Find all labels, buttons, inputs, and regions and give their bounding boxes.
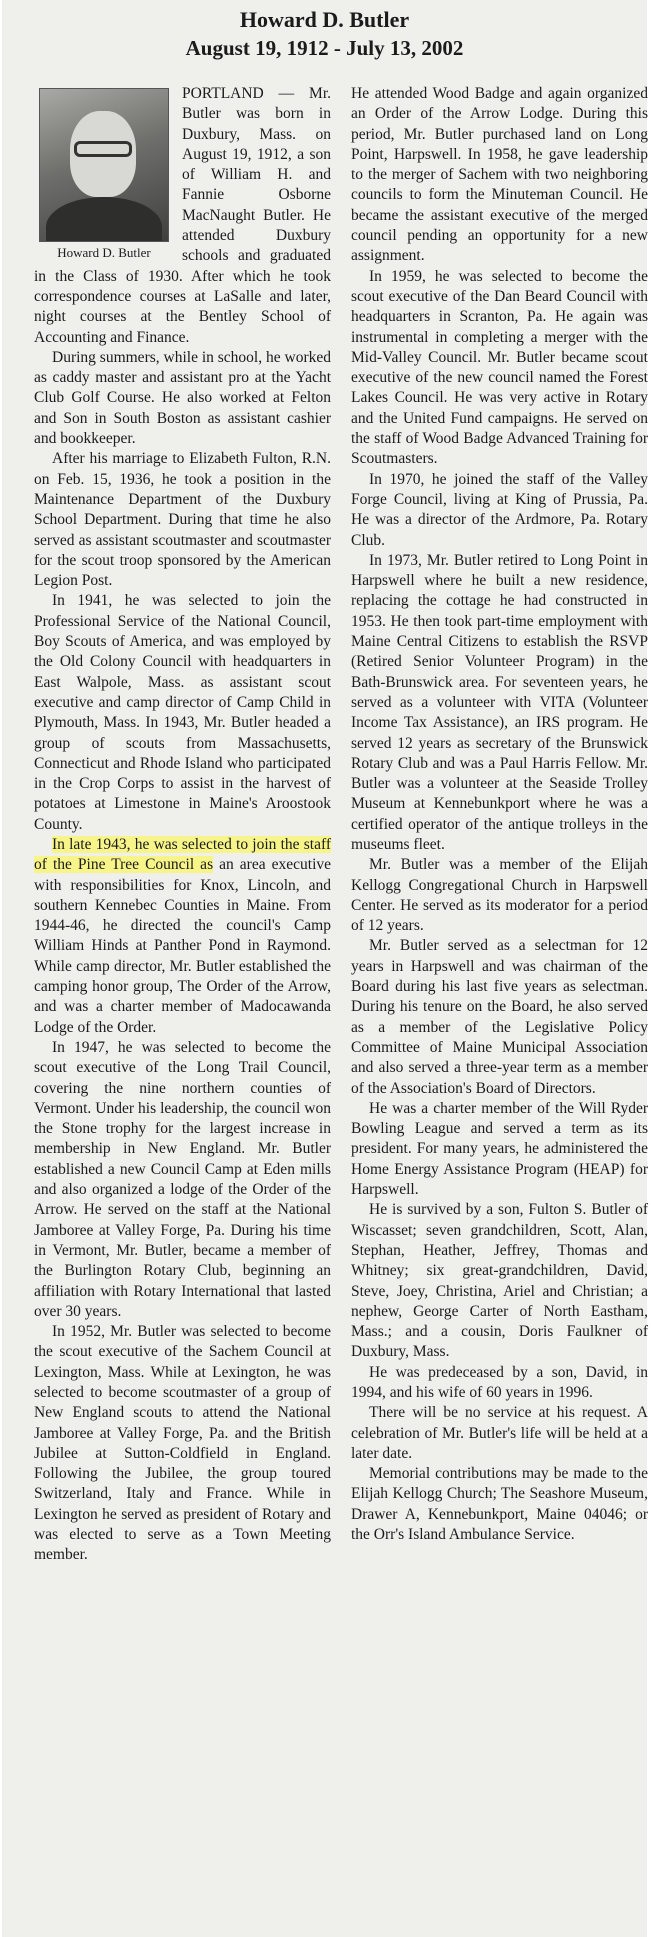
portrait-block xyxy=(34,88,174,262)
paragraph: He attended Wood Badge and again organized an Order of the Arrow Lodge. During this period, Mr. Butler purchased land on Long Point, Harpswell. In 1958, he gave leadership to the merger of Sachem with two neighboring councils to form the Minuteman Council. He became the assistant executive of the merged council pending an opportunity for a new assignment. xyxy=(351,85,648,265)
obituary-dates: August 19, 1912 - July 13, 2002 xyxy=(185,36,464,60)
article-columns xyxy=(34,84,648,1566)
paragraph: Memorial contributions may be made to the Elijah Kellogg Church; The Seashore Museum, Drawer A, Kennebunkport, Maine 04046; or the Orr's Island Ambulance Service. xyxy=(351,1465,648,1544)
paragraph-highlighted xyxy=(34,835,331,1038)
paragraph: In 1973, Mr. Butler retired to Long Point in Harpswell where he built a new residence, replacing the cottage he had constructed in 1953. He then took part-time employment with Maine Central Citizens to establish the RSVP (Retired Senior Volunteer Program) in the Bath-Brunswick area. For seventeen years, he served as a volunteer with VITA (Volunteer Income Tax Assistance), an IRS program. He served 12 years as secretary of the Brunswick Rotary Club and was a Paul Harris Fellow. Mr. Butler was a volunteer at the Seaside Trolley Museum at Kennebunkport where he was a certified operator of the antique trolleys in the museums fleet. xyxy=(351,551,648,853)
paragraph: Mr. Butler served as a selectman for 12 years in Harpswell and was chairman of the Board during his last five years as selectman. During his tenure on the Board, he also served as a member of the Legislative Policy Committee of Maine Municipal Association and also served a three-year term as a member of the Association's Board of Directors. xyxy=(351,937,648,1097)
obituary-header xyxy=(2,0,647,62)
paragraph: PORTLAND — Mr. Butler was born in Duxbury, Mass. on August 19, 1912, a son of William H. and Fannie Osborne MacNaught Butler. He attended Duxbury schools and graduated in the Class of 1930. After which he took correspondence courses at LaSalle and later, night courses at the Bentley School of Accounting and Finance. xyxy=(34,85,331,346)
paragraph: In 1947, he was selected to become the scout executive of the Long Trail Council, covering the nine northern counties of Vermont. Under his leadership, the council won the Stone trophy for the largest increase in membership in New England. Mr. Butler established a new Council Camp at Eden mills and also organized a lodge of the Order of the Arrow. He served on the staff at the National Jamboree at Valley Forge, Pa. During his time in Vermont, Mr. Butler, became a member of the Burlington Rotary Club, beginning an affiliation with Rotary International that lasted over 30 years. xyxy=(34,1038,331,1320)
obituary-title: Howard D. Butler xyxy=(239,7,410,32)
column-left xyxy=(34,84,331,1566)
paragraph: After his marriage to Elizabeth Fulton, R.N. on Feb. 15, 1936, he took a position in the Maintenance Department of the Duxbury School Department. During that time he also served as assistant scoutmaster and scoutmaster for the scout troop sponsored by the American Legion Post. xyxy=(34,450,331,590)
paragraph-text: an area executive with responsibilities for Knox, Lincoln, and southern Kennebec Counties in Maine. From 1944-46, he directed the council's Camp William Hinds at Panther Pond in Raymond. While camp director, Mr. Butler established the camping honor group, The Order of the Arrow, and was a charter member of Madocawanda Lodge of the Order. xyxy=(34,856,332,1036)
paragraph: In 1941, he was selected to join the Professional Service of the National Council, Boy Scouts of America, and was employed by the Old Colony Council with headquarters in East Walpole, Mass. as assistant scout executive and camp director of Camp Child in Plymouth, Mass. In 1943, Mr. Butler headed a group of scouts from Massachusetts, Connecticut and Rhode Island who participated in the Crop Corps to assist in the harvest of potatoes at Limestone in Maine's Aroostook County. xyxy=(34,592,331,833)
paragraph: During summers, while in school, he worked as caddy master and assistant pro at the Yacht Club Golf Course. He also worked at Felton and Son in South Boston as assistant cashier and bookkeeper. xyxy=(34,348,331,448)
paragraph: There will be no service at his request. A celebration of Mr. Butler's life will be held at a later date. xyxy=(351,1404,648,1462)
paragraph: In 1970, he joined the staff of the Valley Forge Council, living at King of Prussia, Pa. He was a director of the Ardmore, Pa. Rotary Club. xyxy=(351,470,648,549)
highlighted-text: In late 1943, he was selected to join the staff of the Pine Tree Council as xyxy=(34,835,331,874)
obituary-clipping xyxy=(2,0,647,1937)
paragraph: He was predeceased by a son, David, in 1994, and his wife of 60 years in 1996. xyxy=(351,1363,648,1401)
paragraph: He is survived by a son, Fulton S. Butler of Wiscasset; seven grandchildren, Scott, Alan, Stephan, Heather, Jeffrey, Thomas and Whitney; six great-grandchildren, David, Steve, Joey, Christina, Ariel and Christian; a nephew, George Carter of North Eastham, Mass.; and a cousin, Doris Faulkner of Duxbury, Mass. xyxy=(351,1201,648,1361)
paragraph: In 1959, he was selected to become the scout executive of the Dan Beard Council with headquarters in Scranton, Pa. He again was instrumental in completing a merger with the Mid-Valley Council. Mr. Butler became scout executive of the new council named the Forest Lakes Council. He was very active in Rotary and the United Fund campaigns. He served on the staff of Wood Badge Advanced Training for Scoutmasters. xyxy=(351,267,648,468)
photo-caption: Howard D. Butler xyxy=(57,245,151,260)
portrait-photo xyxy=(39,88,169,242)
paragraph: He was a charter member of the Will Ryder Bowling League and served a term as its president. For many years, he administered the Home Energy Assistance Program (HEAP) for Harpswell. xyxy=(351,1099,648,1199)
paragraph: In 1952, Mr. Butler was selected to become the scout executive of the Sachem Council at Lexington, Mass. While at Lexington, he was selected to become scoutmaster of a group of New England scouts to attend the National Jamboree at Valley Forge, Pa. and the British Jubilee at Sutton-Coldfield in England. Following the Jubilee, the group toured Switzerland, Italy and France. While in Lexington he served as president of Rotary and was elected to serve as a Town Meeting member. xyxy=(34,1323,331,1564)
column-right xyxy=(351,84,648,1566)
paragraph: Mr. Butler was a member of the Elijah Kellogg Congregational Church in Harpswell Center. He served as its moderator for a period of 12 years. xyxy=(351,856,648,935)
